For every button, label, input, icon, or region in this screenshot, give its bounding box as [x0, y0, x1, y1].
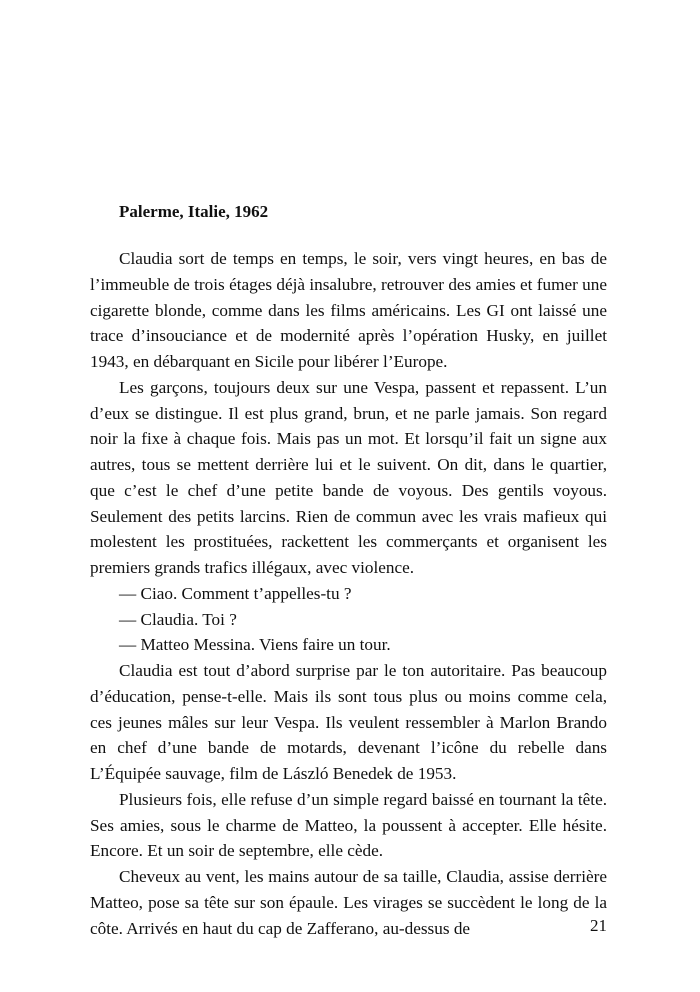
paragraph: Plusieurs fois, elle refuse d’un simple regard baissé en tournant la tête. Ses amies, sous le charme de Matteo, la poussent à accepter. Elle hésite. Encore. Et un soir de septembre, elle cède.: [90, 789, 607, 861]
dialogue-line: — Ciao. Comment t’appelles-tu ?: [119, 583, 352, 603]
paragraph: Claudia sort de temps en temps, le soir, vers vingt heures, en bas de l’immeuble de trois étages déjà insalubre, retrouver des amies et fumer une cigarette blonde, comme dans les films américains. Les GI ont laissé une trace d’insouciance et de modernité après l’opération Husky, en juillet 1943, en débarquant en Sicile pour libérer l’Europe.: [90, 249, 607, 371]
paragraph: Claudia est tout d’abord surprise par le ton autoritaire. Pas beaucoup d’éducation, pense-t-elle. Mais ils sont tous plus ou moins comme cela, ces jeunes mâles sur leur Vespa. Ils veulent ressembler à Marlon Brando en chef d’une bande de motards, devenant l’icône du rebelle dans L’Équipée sauvage, film de László Benedek de 1953.: [90, 661, 607, 783]
dialogue-line: — Claudia. Toi ?: [119, 609, 237, 629]
paragraph: Les garçons, toujours deux sur une Vespa, passent et repassent. L’un d’eux se distingue. Il est plus grand, brun, et ne parle jamais. Son regard noir la fixe à chaque fois. Mais pas un mot. Et lorsqu’il fait un signe aux autres, tous se mettent derrière lui et le suivent. On dit, dans le quartier, que c’est le chef d’une petite bande de voyous. Des gentils voyous. Seulement des petits larcins. Rien de commun avec les vrais mafieux qui molestent les prostituées, rackettent les commerçants et organisent les premiers grands trafics illégaux, avec violence.: [90, 377, 607, 577]
dialogue-line: — Matteo Messina. Viens faire un tour.: [119, 635, 391, 655]
page-number: 21: [590, 916, 607, 935]
chapter-heading: Palerme, Italie, 1962: [119, 202, 269, 221]
paragraph: Cheveux au vent, les mains autour de sa taille, Claudia, assise derrière Matteo, pose sa tête sur son épaule. Les virages se succèdent le long de la côte. Arrivés en haut du cap de Zafferano, au-dessus de: [90, 867, 607, 938]
body-text: [90, 246, 607, 941]
